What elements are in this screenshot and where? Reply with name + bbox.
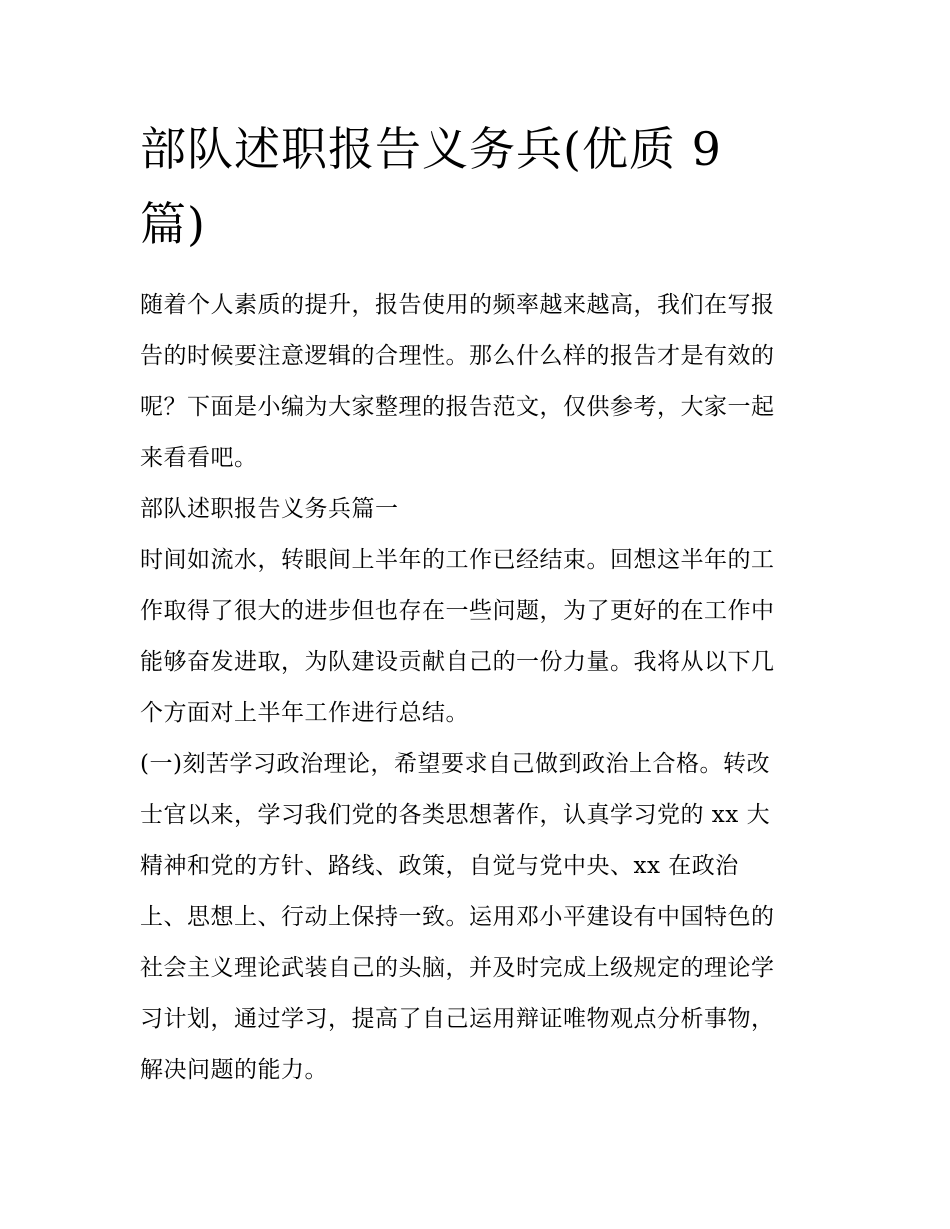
document-title [140,112,800,262]
text-line: 习计划，通过学习，提高了自己运用辩证唯物观点分析事物， [140,1006,775,1032]
text-line: 时间如流水，转眼间上半年的工作已经结束。回想这半年的工 [140,547,775,573]
text-line: 上、思想上、行动上保持一致。运用邓小平建设有中国特色的 [140,904,775,930]
text-line: (一)刻苦学习政治理论，希望要求自己做到政治上合格。转改 [140,751,770,777]
text-line: 解决问题的能力。 [140,1057,328,1083]
text-line: 来看看吧。 [140,445,258,471]
text-line: 随着个人素质的提升，报告使用的频率越来越高，我们在写报 [140,292,775,318]
text-line: 士官以来，学习我们党的各类思想著作，认真学习党的 xx 大 [140,802,771,828]
text-line: 作取得了很大的进步但也存在一些问题，为了更好的在工作中 [140,598,775,624]
text-line: 精神和党的方针、路线、政策，自觉与党中央、xx 在政治 [140,853,739,879]
paragraph-2 [140,739,820,1096]
title-line-1: 部队述职报告义务兵(优质 9 [140,122,722,176]
intro-paragraph [140,280,820,484]
text-line: 呢？下面是小编为大家整理的报告范文，仅供参考，大家一起 [140,394,775,420]
text-line: 能够奋发进取，为队建设贡献自己的一份力量。我将从以下几 [140,649,775,675]
section-heading-text: 部队述职报告义务兵篇一 [140,496,399,522]
document-body [140,280,820,1096]
text-line: 个方面对上半年工作进行总结。 [140,700,469,726]
section-heading [140,484,820,535]
paragraph-1 [140,535,820,739]
text-line: 告的时候要注意逻辑的合理性。那么什么样的报告才是有效的 [140,343,775,369]
text-line: 社会主义理论武装自己的头脑，并及时完成上级规定的理论学 [140,955,775,981]
title-line-2: 篇) [140,197,206,251]
